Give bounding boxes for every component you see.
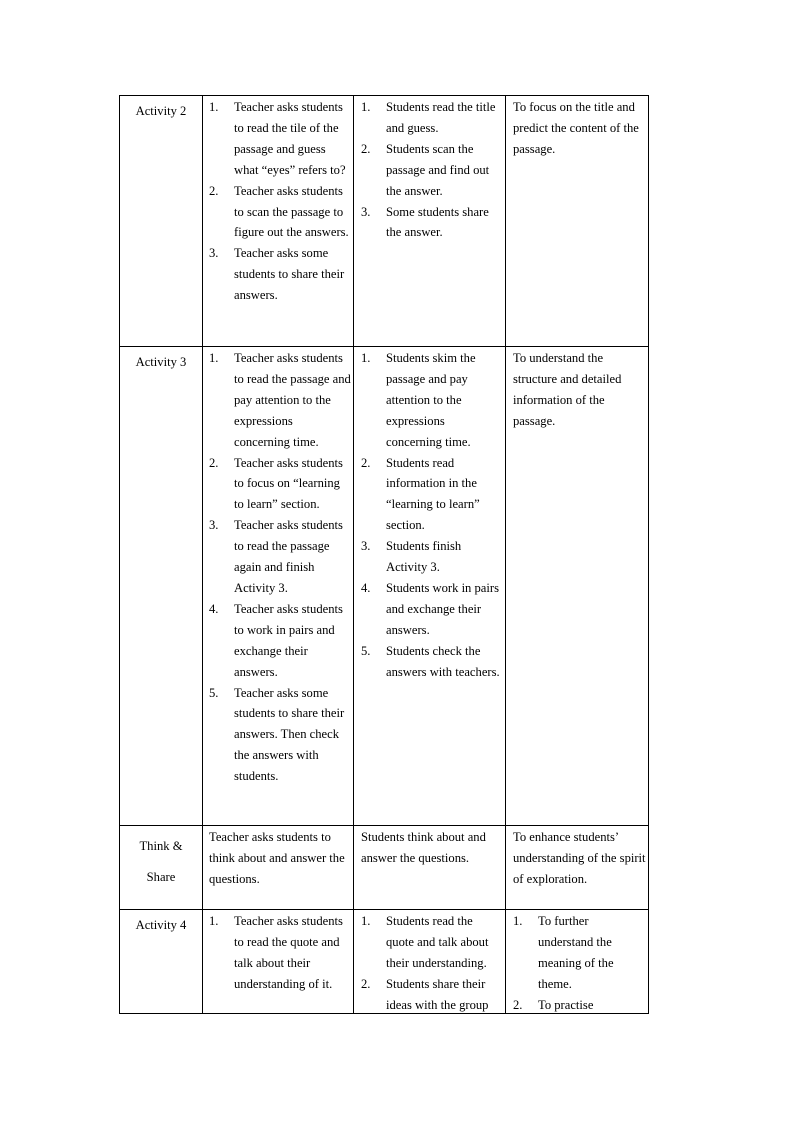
list-item: 1. Students read the quote and talk about their understanding.: [361, 914, 489, 970]
table-row: [119, 825, 649, 909]
step-text: Students share their ideas with the group: [386, 976, 489, 1012]
step-text: Students read the title and guess.: [386, 100, 496, 135]
step-text: Students check the answers with teachers.: [386, 643, 500, 679]
student-steps: [361, 911, 503, 1013]
table-row: [119, 346, 649, 825]
stage-cell: [119, 96, 203, 346]
step-text: Teacher asks students to read the tile of the passage and guess what “eyes” refers to?: [234, 100, 346, 177]
student-activity-cell: [354, 347, 506, 825]
step-text: Teacher asks students to read the passage again and finish Activity 3.: [234, 518, 343, 595]
list-item: 2. To practise: [513, 997, 594, 1012]
step-text: To practise: [538, 997, 594, 1012]
step-text: Teacher asks some students to share their answers. Then check the answers with students.: [234, 685, 345, 784]
student-activity-cell: [354, 910, 506, 1013]
purpose-text: To understand the structure and detailed information of the passage.: [513, 351, 622, 428]
list-item: 3. Students finish Activity 3.: [361, 539, 462, 575]
list-item: 2. Students scan the passage and find out the answer.: [361, 141, 490, 198]
list-item: 5. Teacher asks some students to share their answers. Then check the answers with students.: [209, 685, 345, 784]
student-text: Students think about and answer the questions.: [361, 830, 486, 865]
step-text: Students read information in the “learning to learn” section.: [386, 455, 480, 533]
step-text: Teacher asks students to scan the passage to figure out the answers.: [234, 183, 349, 240]
step-text: Students scan the passage and find out the answer.: [386, 141, 490, 198]
step-text: Students skim the passage and pay attention to the expressions concerning time.: [386, 351, 476, 449]
teacher-activity-cell: [203, 347, 354, 825]
teacher-steps: [209, 97, 351, 306]
list-item: 3. Teacher asks some students to share their answers.: [209, 246, 345, 303]
teacher-steps: [209, 348, 351, 787]
step-text: Teacher asks students to read the passage and pay attention to the expressions concerning time.: [234, 351, 351, 449]
stage-cell: [119, 910, 203, 1013]
list-item: 5. Students check the answers with teachers.: [361, 643, 500, 679]
stage-label: Think &: [139, 839, 183, 853]
list-item: 1. Students read the title and guess.: [361, 100, 496, 135]
step-text: Teacher asks students to focus on “learning to learn” section.: [234, 455, 343, 512]
stage-label: Activity 3: [135, 355, 187, 369]
step-text: Teacher asks students to read the quote and talk about their understanding of it.: [234, 914, 343, 991]
purpose-steps: [513, 911, 646, 1013]
list-item: 3. Teacher asks students to read the passage again and finish Activity 3.: [209, 518, 343, 595]
table-row: [119, 95, 649, 346]
list-item: 4. Students work in pairs and exchange their answers.: [361, 580, 499, 637]
list-item: 1. Teacher asks students to read the passage and pay attention to the expressions concerning time.: [209, 351, 351, 449]
step-text: Teacher asks some students to share their answers.: [234, 246, 345, 303]
student-steps: [361, 97, 503, 243]
teacher-steps: [209, 911, 351, 995]
list-item: 4. Teacher asks students to work in pairs and exchange their answers.: [209, 601, 343, 679]
list-item: 2. Students read information in the “learning to learn” section.: [361, 455, 480, 533]
step-text: To further understand the meaning of the theme.: [538, 914, 614, 991]
teacher-activity-cell: [203, 910, 354, 1013]
list-item: 1. Teacher asks students to read the tile of the passage and guess what “eyes” refers to?: [209, 100, 346, 177]
step-text: Students read the quote and talk about their understanding.: [386, 914, 489, 970]
stage-label: Activity 4: [135, 918, 187, 932]
student-steps: [361, 348, 503, 683]
list-item: 1. Teacher asks students to read the quote and talk about their understanding of it.: [209, 914, 343, 991]
list-item: 3. Some students share the answer.: [361, 204, 489, 240]
student-activity-cell: [354, 826, 506, 909]
list-item: 2. Students share their ideas with the group: [361, 976, 489, 1012]
stage-cell: [119, 347, 203, 825]
teacher-activity-cell: [203, 826, 354, 909]
step-text: Some students share the answer.: [386, 204, 489, 240]
stage-label: Share: [146, 870, 176, 884]
lesson-plan-table: [119, 95, 649, 1014]
stage-cell: [119, 826, 203, 909]
purpose-cell: [506, 910, 649, 1013]
step-text: Students work in pairs and exchange their answers.: [386, 580, 499, 637]
purpose-text: To focus on the title and predict the content of the passage.: [513, 100, 639, 156]
purpose-cell: [506, 826, 649, 909]
purpose-text: To enhance students’ understanding of the spirit of exploration.: [513, 830, 646, 886]
step-text: Students finish Activity 3.: [386, 539, 462, 575]
stage-label: Activity 2: [135, 104, 187, 118]
teacher-activity-cell: [203, 96, 354, 346]
list-item: 2. Teacher asks students to scan the passage to figure out the answers.: [209, 183, 349, 240]
teacher-text: Teacher asks students to think about and answer the questions.: [209, 830, 345, 886]
purpose-cell: [506, 347, 649, 825]
list-item: 1. Students skim the passage and pay attention to the expressions concerning time.: [361, 351, 476, 449]
list-item: 1. To further understand the meaning of the theme.: [513, 914, 614, 991]
step-text: Teacher asks students to work in pairs and exchange their answers.: [234, 601, 343, 679]
student-activity-cell: [354, 96, 506, 346]
purpose-cell: [506, 96, 649, 346]
list-item: 2. Teacher asks students to focus on “learning to learn” section.: [209, 455, 343, 512]
table-row: [119, 909, 649, 1014]
